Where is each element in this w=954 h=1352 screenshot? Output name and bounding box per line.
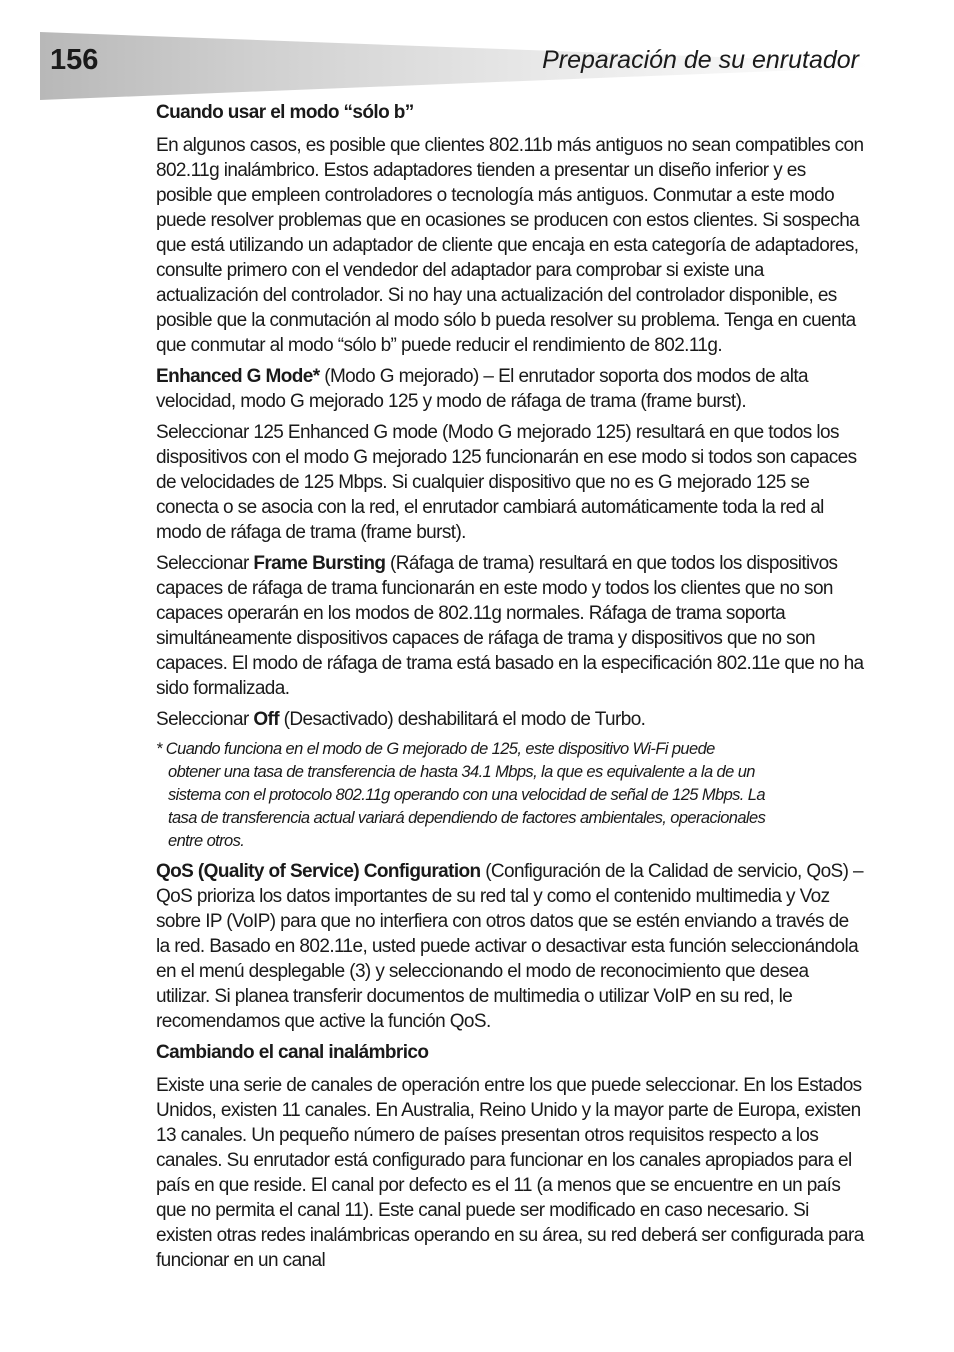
off-description: (Desactivado) deshabilitará el modo de Turbo.	[279, 709, 646, 730]
term-frame-bursting: Frame Bursting	[253, 553, 386, 574]
qos-description: (Configuración de la Calidad de servicio, QoS) – QoS prioriza los datos importantes de su red tal y como el contenido multimedia y Voz sobre IP (VoIP) para que no interfiera con otros datos que se estén enviando a través de la red. Basado en 802.11e, usted puede activar o desactivar esta función seleccionándola en el menú desplegable (3) y seleccionando el modo de reconocimiento que desea utilizar. Si planea transferir documentos de multimedia o utilizar VoIP en su red, le recomendamos que active la función QoS.	[156, 861, 863, 1032]
paragraph-qos	[156, 859, 866, 1034]
paragraph-channel: Existe una serie de canales de operación entre los que puede seleccionar. En los Estados Unidos, existen 11 canales. En Australia, Reino Unido y la mayor parte de Europa, existen 13 canales. Un pequeño número de países presentan otros requisitos respecto a los canales. Su enrutador está configurado para funcionar en los canales apropiados para el país en que reside. El canal por defecto es el 11 (a menos que se encuentre en un país que no permita el canal 11). Este canal puede ser modificado en caso necesario. Si existen otras redes inalámbricas operando en su área, su red deberá ser configurada para funcionar en un canal	[156, 1075, 864, 1271]
running-title: Preparación de su enrutador	[542, 46, 859, 74]
term-off: Off	[253, 709, 279, 730]
term-qos: QoS (Quality of Service) Configuration	[156, 861, 481, 882]
section-heading-solo-b: Cuando usar el modo “sólo b”	[156, 102, 414, 123]
footnote: * Cuando funciona en el modo de G mejorado de 125, este dispositivo Wi-Fi puede obtener una tasa de transferencia de hasta 34.1 Mbps, la que es equivalente a la de un sistema con el protocolo 802.11g operando con una velocidad de señal de 125 Mbps. La tasa de transferencia actual variará dependiendo de factores ambientales, operacionales entre otros.	[156, 740, 766, 850]
enhanced-g-description: (Modo G mejorado) – El enrutador soporta dos modos de alta velocidad, modo G mejorado 125 y modo de ráfaga de trama (frame burst).	[156, 366, 808, 412]
page-number: 156	[50, 44, 99, 76]
paragraph-off	[156, 707, 866, 732]
section-heading-channel: Cambiando el canal inalámbrico	[156, 1042, 429, 1063]
paragraph-enhanced-125: Seleccionar 125 Enhanced G mode (Modo G mejorado 125) resultará en que todos los dispositivos con el modo G mejorado 125 funcionarán en ese modo si todos son capaces de velocidades de 125 Mbps. Si cualquier dispositivo que no es G mejorado 125 se conecta o se asocia con la red, el enrutador cambiará automáticamente toda la red al modo de ráfaga de trama (frame burst).	[156, 422, 857, 543]
frame-prefix: Seleccionar	[156, 553, 254, 574]
page-content	[156, 100, 866, 1279]
off-prefix: Seleccionar	[156, 709, 254, 730]
paragraph-frame-bursting	[156, 551, 866, 701]
frame-description: (Ráfaga de trama) resultará en que todos los dispositivos capaces de ráfaga de trama funcionarán en este modo y todos los clientes que no son capaces operarán en los modos de 802.11g normales. Ráfaga de trama soporta simultáneamente dispositivos capaces de ráfaga de trama y dispositivos que no son capaces. El modo de ráfaga de trama está basado en la especificación 802.11e que no ha sido formalizada.	[156, 553, 864, 699]
term-enhanced-g-mode: Enhanced G Mode*	[156, 366, 320, 387]
paragraph-enhanced-g	[156, 364, 866, 414]
paragraph-solo-b: En algunos casos, es posible que clientes 802.11b más antiguos no sean compatibles con 802.11g inalámbrico. Estos adaptadores tienden a presentar un diseño inferior y es posible que empleen controladores o tecnología más antiguos. Conmutar a este modo puede resolver problemas que en ocasiones se producen con estos clientes. Si sospecha que está utilizando un adaptador de cliente que encaja en esta categoría de adaptadores, consulte primero con el vendedor del adaptador para comprobar si existe una actualización del controlador. Si no hay una actualización del controlador disponible, es posible que la conmutación al modo sólo b pueda resolver su problema. Tenga en cuenta que conmutar al modo “sólo b” puede reducir el rendimiento de 802.11g.	[156, 135, 864, 356]
